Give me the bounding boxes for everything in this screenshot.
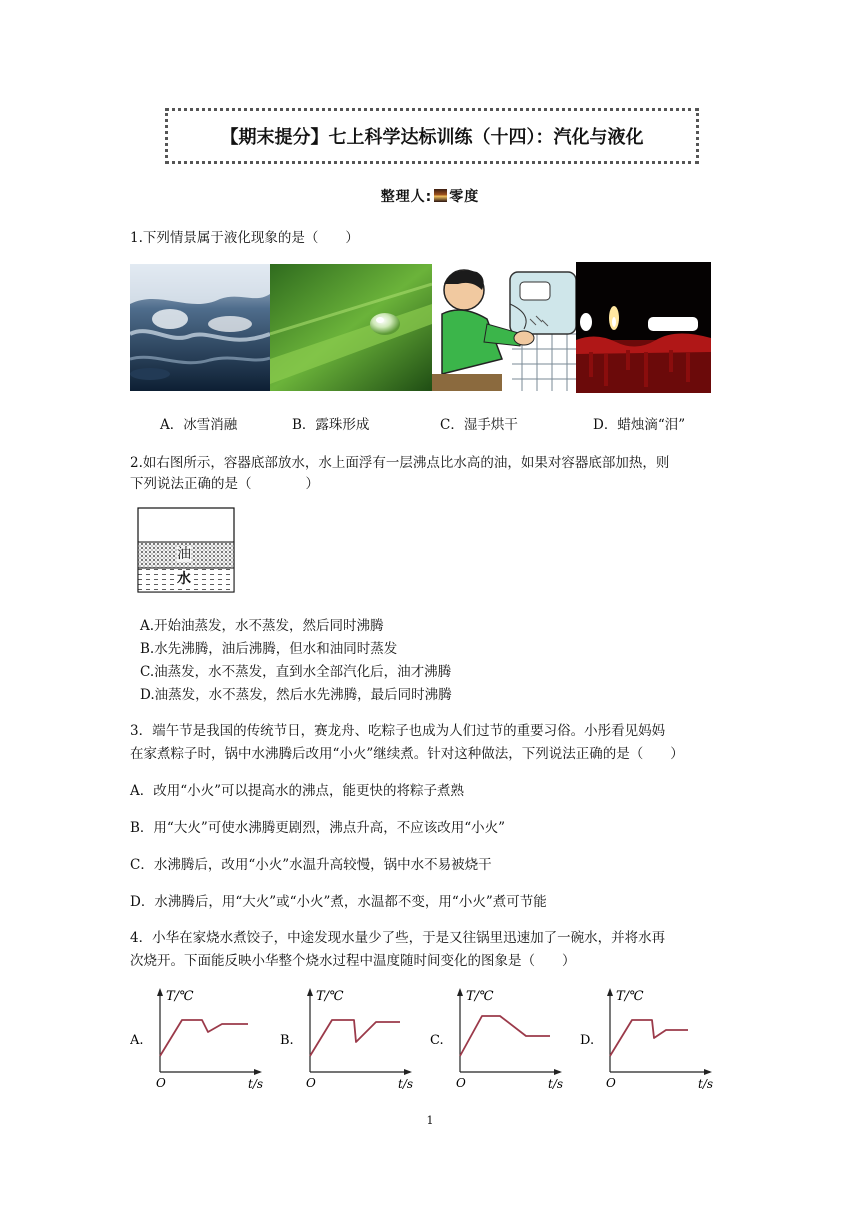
compiler-line xyxy=(0,186,860,206)
graph-x-axis-label: t/s xyxy=(398,1077,414,1091)
q2-water-label: 水 xyxy=(177,571,191,587)
compiler-name: 零度 xyxy=(449,189,480,205)
q2-oil-label: 油 xyxy=(177,546,191,562)
q1-image-melting-ice xyxy=(130,264,270,391)
q1-image-hand-dryer xyxy=(432,264,576,391)
graph-y-axis-label: T/℃ xyxy=(166,989,194,1004)
graph-option-letter: B. xyxy=(280,1033,294,1048)
q3-option-c[interactable]: C．水沸腾后，改用“小火”水温升高较慢，锅中水不易被烧干 xyxy=(130,857,492,873)
graph-x-arrow-icon xyxy=(404,1069,412,1075)
graph-y-axis-label: T/℃ xyxy=(316,989,344,1004)
q4-graph-options xyxy=(130,980,730,1095)
q4-stem-line2: 次烧开。下面能反映小华整个烧水过程中温度随时间变化的图象是（ ） xyxy=(130,953,576,969)
graph-temperature-curve xyxy=(310,1020,400,1056)
q3-option-a[interactable]: A．改用“小火”可以提高水的沸点，能更快的将粽子煮熟 xyxy=(130,783,465,799)
q2-container-figure xyxy=(137,507,235,593)
q4-stem-line1: 4．小华在家烧水煮饺子，中途发现水量少了些，于是又往锅里迅速加了一碗水，并将水再 xyxy=(130,930,666,946)
q3-stem-line2: 在家煮粽子时，锅中水沸腾后改用“小火”继续煮。针对这种做法，下列说法正确的是（ ） xyxy=(130,746,684,762)
page-number: 1 xyxy=(426,1114,434,1127)
q3-option-b[interactable]: B．用“大火”可使水沸腾更剧烈，沸点升高，不应该改用“小火” xyxy=(130,820,506,836)
graph-x-axis-label: t/s xyxy=(698,1077,714,1091)
graph-origin-label: O xyxy=(306,1076,316,1090)
graph-y-arrow-icon xyxy=(307,988,313,996)
graph-temperature-curve xyxy=(460,1016,550,1056)
graph-x-arrow-icon xyxy=(254,1069,262,1075)
q2-stem-line1: 2.如右图所示，容器底部放水，水上面浮有一层沸点比水高的油，如果对容器底部加热，则 xyxy=(130,455,670,471)
q2-stem-line2: 下列说法正确的是（ ） xyxy=(130,476,319,492)
q2-option-d[interactable]: D.油蒸发，水不蒸发，然后水先沸腾，最后同时沸腾 xyxy=(140,687,452,703)
q1-option-b[interactable]: B．露珠形成 xyxy=(292,417,370,433)
q3-stem-line1: 3．端午节是我国的传统节日，赛龙舟、吃粽子也成为人们过节的重要习俗。小彤看见妈妈 xyxy=(130,723,666,739)
q2-option-a[interactable]: A.开始油蒸发，水不蒸发，然后同时沸腾 xyxy=(140,618,384,634)
graph-origin-label: O xyxy=(606,1076,616,1090)
q2-option-c[interactable]: C.油蒸发，水不蒸发，直到水全部汽化后，油才沸腾 xyxy=(140,664,452,680)
q1-stem: 1.下列情景属于液化现象的是（ ） xyxy=(130,230,359,246)
graph-y-arrow-icon xyxy=(457,988,463,996)
graph-y-axis-label: T/℃ xyxy=(466,989,494,1004)
q1-option-d[interactable]: D．蜡烛滴“泪” xyxy=(593,417,686,433)
q3-option-d[interactable]: D．水沸腾后，用“大火”或“小火”煮，水温都不变，用“小火”煮可节能 xyxy=(130,894,547,910)
graph-x-arrow-icon xyxy=(704,1069,712,1075)
graph-temperature-curve xyxy=(610,1020,688,1056)
graph-option-letter: C. xyxy=(430,1033,444,1048)
q1-image-dewdrop xyxy=(270,264,432,391)
graph-x-arrow-icon xyxy=(554,1069,562,1075)
compiler-label: 整理人: xyxy=(380,189,433,205)
graph-option-letter: A. xyxy=(130,1033,144,1048)
graph-y-arrow-icon xyxy=(157,988,163,996)
compiler-avatar-icon xyxy=(434,189,447,202)
graph-option-letter: D. xyxy=(580,1033,595,1048)
graph-y-arrow-icon xyxy=(607,988,613,996)
q4-graphs-svg xyxy=(130,980,730,1095)
graph-x-axis-label: t/s xyxy=(248,1077,264,1091)
q1-image-candle xyxy=(576,262,711,393)
q1-option-c[interactable]: C．湿手烘干 xyxy=(440,417,518,433)
graph-origin-label: O xyxy=(456,1076,466,1090)
graph-x-axis-label: t/s xyxy=(548,1077,564,1091)
graph-origin-label: O xyxy=(156,1076,166,1090)
q2-option-b[interactable]: B.水先沸腾，油后沸腾，但水和油同时蒸发 xyxy=(140,641,398,657)
q1-option-a[interactable]: A．冰雪消融 xyxy=(160,417,238,433)
graph-y-axis-label: T/℃ xyxy=(616,989,644,1004)
graph-temperature-curve xyxy=(160,1020,248,1056)
page-title: 【期末提分】七上科学达标训练（十四）：汽化与液化 xyxy=(165,108,699,164)
